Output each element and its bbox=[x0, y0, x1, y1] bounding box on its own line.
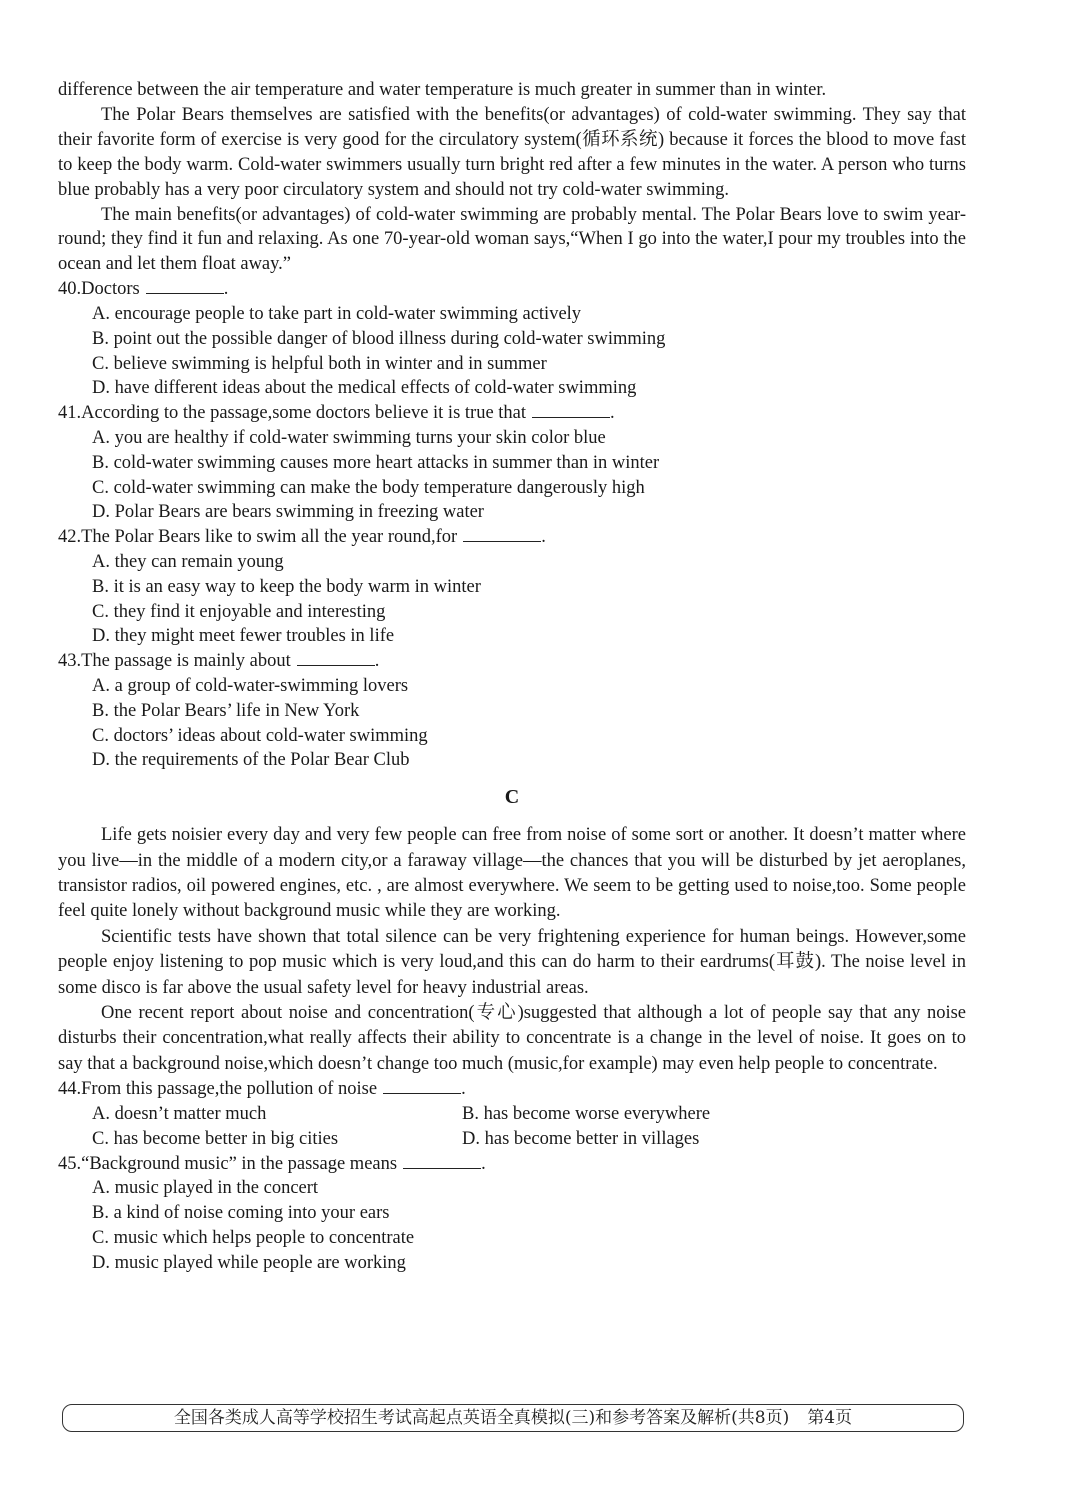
answer-blank bbox=[297, 649, 375, 666]
option-d: D. the requirements of the Polar Bear Club bbox=[92, 750, 410, 771]
question-stem: From this passage,the pollution of noise bbox=[81, 1079, 378, 1100]
question-stem: The Polar Bears like to swim all the year round,for bbox=[81, 527, 458, 548]
answer-blank bbox=[146, 277, 224, 294]
passage-c-paragraph-3: One recent report about noise and concentration(专心)suggested that although a lot of people say that any noise disturbs their concentration,what really affects their ability to concentrate is a change in the level of noise. It goes on to say that a background noise,which doesn’t change too much (music,for example) may even help people to concentrate. bbox=[58, 1003, 966, 1074]
answer-blank bbox=[403, 1152, 481, 1169]
question-43: 43.The passage is mainly about . A. a group of cold-water-swimming lovers B. the Polar Bears’ life in New York C. doctors’ ideas about cold-water swimming D. the requirements of the Polar Bear Club bbox=[58, 649, 966, 773]
question-40: 40.Doctors . A. encourage people to take part in cold-water swimming actively B. point out the possible danger of blood illness during cold-water swimming C. believe swimming is helpful both in winter and in summer D. have different ideas about the medical effects of cold-water swimming bbox=[58, 277, 966, 401]
passage-c-paragraph-1: Life gets noisier every day and very few people can free from noise of some sort or another. It doesn’t matter where you live—in the middle of a modern city,or a faraway village—the chances that you will be disturbed by jet aeroplanes, transistor radios, oil powered engines, etc. , are almost everywhere. We seem to be getting used to noise,too. Some people feel quite lonely without background music while they are working. bbox=[58, 825, 966, 922]
option-c: C. doctors’ ideas about cold-water swimming bbox=[92, 725, 428, 746]
question-number: 43. bbox=[58, 651, 82, 672]
option-c: C. cold-water swimming can make the body temperature dangerously high bbox=[92, 477, 645, 498]
option-a: A. encourage people to take part in cold-water swimming actively bbox=[92, 304, 582, 325]
passage-b-paragraph-2: The main benefits(or advantages) of cold-water swimming are probably mental. The Polar Bears love to swim year-round; they find it fun and relaxing. As one 70-year-old woman says,“When I go into the water,I pour my troubles into the ocean and let them float away.” bbox=[58, 204, 966, 275]
footer-title: 全国各类成人高等学校招生考试高起点英语全真模拟(三)和参考答案及解析(共8页) bbox=[173, 1408, 790, 1428]
question-number: 42. bbox=[58, 527, 82, 548]
question-number: 44. bbox=[58, 1079, 82, 1100]
page-footer bbox=[62, 1404, 964, 1432]
question-45: 45.“Background music” in the passage means . A. music played in the concert B. a kind of noise coming into your ears C. music which helps people to concentrate D. music played while people are working bbox=[58, 1152, 966, 1276]
option-d: D. music played while people are working bbox=[92, 1252, 406, 1273]
question-number: 45. bbox=[58, 1153, 82, 1174]
question-41: 41.According to the passage,some doctors believe it is true that . A. you are healthy if cold-water swimming turns your skin color blue B. cold-water swimming causes more heart attacks in summer than in winter C. cold-water swimming can make the body temperature dangerously high D. Polar Bears are bears swimming in freezing water bbox=[58, 401, 966, 525]
passage-b-paragraph-0: difference between the air temperature and water temperature is much greater in summer than in winter. bbox=[58, 80, 827, 100]
question-stem: Doctors bbox=[81, 279, 140, 300]
option-a: A. doesn’t matter much bbox=[92, 1104, 267, 1125]
option-b: B. the Polar Bears’ life in New York bbox=[92, 700, 360, 721]
question-stem: “Background music” in the passage means bbox=[81, 1153, 398, 1174]
answer-blank bbox=[383, 1077, 461, 1094]
option-b: B. cold-water swimming causes more heart attacks in summer than in winter bbox=[92, 452, 660, 473]
exam-page bbox=[58, 78, 966, 1276]
option-c: C. has become better in big cities bbox=[92, 1128, 339, 1149]
option-a: A. you are healthy if cold-water swimming turns your skin color blue bbox=[92, 428, 606, 449]
option-d: D. they might meet fewer troubles in life bbox=[92, 626, 395, 647]
option-c: C. believe swimming is helpful both in winter and in summer bbox=[92, 353, 547, 374]
question-44: 44.From this passage,the pollution of noise . A. doesn’t matter much B. has become worse everywhere C. has become better in big cities D. has become better in villages bbox=[58, 1077, 966, 1151]
option-d: D. have different ideas about the medical effects of cold-water swimming bbox=[92, 378, 637, 399]
question-42: 42.The Polar Bears like to swim all the year round,for . A. they can remain young B. it is an easy way to keep the body warm in winter C. they find it enjoyable and interesting D. they might meet fewer troubles in life bbox=[58, 525, 966, 649]
option-c: C. they find it enjoyable and interesting bbox=[92, 601, 386, 622]
option-b: B. it is an easy way to keep the body warm in winter bbox=[92, 576, 481, 597]
option-d: D. has become better in villages bbox=[462, 1128, 700, 1149]
option-d: D. Polar Bears are bears swimming in freezing water bbox=[92, 502, 484, 523]
section-c-title: C bbox=[504, 786, 520, 809]
option-b: B. has become worse everywhere bbox=[462, 1104, 711, 1125]
option-c: C. music which helps people to concentrate bbox=[92, 1228, 415, 1249]
question-stem: The passage is mainly about bbox=[81, 651, 291, 672]
answer-blank bbox=[463, 525, 541, 542]
option-a: A. a group of cold-water-swimming lovers bbox=[92, 676, 409, 696]
passage-c-paragraph-2: Scientific tests have shown that total silence can be very frightening experience for human beings. However,some people enjoy listening to pop music which is very loud,and this can do harm to their eardrums(耳鼓). The noise level in some disco is far above the usual safety level for heavy industrial areas. bbox=[58, 926, 966, 998]
question-stem: According to the passage,some doctors believe it is true that bbox=[81, 403, 527, 424]
option-b: B. a kind of noise coming into your ears bbox=[92, 1203, 390, 1224]
question-number: 40. bbox=[58, 279, 82, 300]
footer-page-number: 第4页 bbox=[807, 1408, 853, 1428]
question-number: 41. bbox=[58, 403, 82, 424]
option-a: A. they can remain young bbox=[92, 552, 284, 573]
option-b: B. point out the possible danger of blood illness during cold-water swimming bbox=[92, 328, 666, 349]
answer-blank bbox=[532, 401, 610, 418]
passage-b-paragraph-1: The Polar Bears themselves are satisfied with the benefits(or advantages) of cold-water swimming. They say that their favorite form of exercise is very good for the circulatory system(循环系统) because it forces the blood to move fast to keep the body warm. Cold-water swimmers usually turn bright red after a few minutes in the water. A person who turns blue probably has a very poor circulatory system and should not try cold-water swimming. bbox=[58, 104, 966, 200]
option-a: A. music played in the concert bbox=[92, 1178, 319, 1199]
